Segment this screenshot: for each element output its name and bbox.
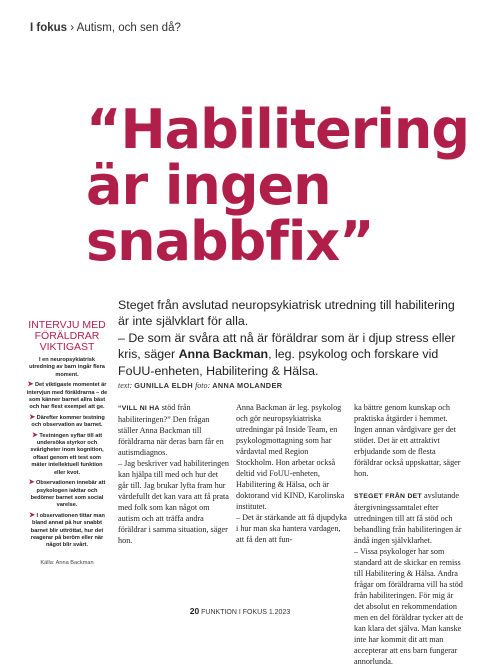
arrow-icon: ➤ — [27, 381, 34, 389]
arrow-icon: ➤ — [31, 431, 38, 439]
paragraph — [118, 402, 229, 458]
fact-box-source: Källa: Anna Backman — [40, 559, 94, 566]
ingress — [118, 297, 458, 379]
paragraph-text: avslutande återgivningssamtalet efter utredningen till att få stöd och behandling från habiliteringen är ändå ingen självklarhet. — [354, 491, 462, 545]
byline — [118, 381, 282, 390]
fact-box-heading: VIKTIGAST — [39, 341, 95, 353]
page-footer — [0, 606, 480, 616]
arrow-icon: ➤ — [29, 511, 35, 519]
fact-box-item-text: Testningen syftar till att undersöka styrkor och svårigheter inom kognition, oftast genom ett test som mäter intellektuell funktion eller kvot. — [30, 432, 104, 476]
fact-box-item-text: Därefter kommer testning och observation av barnet. — [31, 414, 105, 429]
body-column-3 — [354, 402, 465, 667]
arrow-icon: ➤ — [28, 479, 35, 487]
fact-box-item — [26, 479, 108, 510]
paragraph: – Jag beskriver vad habiliteringen kan hjälpa till med och hur det går till. Jag brukar lyfta fram hur värdefullt det kan vara att få prata med folk som kan något om autism och att träffa andra föräldrar i samma situation, säger hon. — [118, 459, 229, 545]
paragraph-text: stöd från habiliteringen?” Den frågan ställer Anna Backman till föräldrarna när deras barn får en autismdiagnos. — [118, 403, 224, 457]
ingress-text: Steget från avslutad neuropsykiatrisk utredning till habilitering är inte självklart för alla. — [118, 298, 455, 329]
body-column-2 — [236, 402, 347, 545]
fact-box-intro: I en neuropsykiatrisk utredning av barn ingår flera moment. — [29, 357, 105, 378]
headline-line: snabbfix” — [86, 210, 374, 273]
arrow-icon: ➤ — [29, 413, 36, 421]
section-label: I fokus — [30, 22, 68, 34]
headline-line: “Habilitering — [86, 98, 469, 161]
photographer-name: ANNA MOLANDER — [212, 381, 283, 390]
paragraph: ka bättre genom kunskap och praktiska åtgärder i hemmet. Ingen annan vårdgivare ger det stödet. Det är ett attraktivt erbjudande som de flesta föräldrar också uppskattar, säger hon. — [354, 403, 461, 478]
fact-box — [26, 320, 108, 567]
text-label: text: — [118, 381, 133, 390]
fact-box-item — [26, 414, 108, 430]
fact-box-item — [26, 512, 108, 550]
interviewee-name: Anna Backman — [178, 347, 269, 362]
paragraph — [354, 490, 465, 546]
paragraph: – Vissa psykologer har som standard att de skickar en remiss till Habilitering & Hälsa. Andra frågar om föräldrarna vill ha stöd från habiliteringen. För mig är det absolut en rekommendation men en del föräldrar tycker att de kan klara det själva. Man kanske inte har kommit dit att man accepterar att ens barn fungerar annorlunda. — [354, 547, 464, 666]
fact-box-item-text: Det viktigaste momentet är intervjun med föräldrarna – de som känner barnet allra bäst och har flest exempel att ge. — [26, 382, 108, 411]
fact-box-item-text: I observationen tittar man bland annat på hur snabbt barnet blir uttröttat, hur det reagerar på beröm eller när något blir svårt. — [30, 512, 105, 549]
author-name: GUNILLA ELDH — [134, 381, 194, 390]
breadcrumb — [30, 22, 181, 34]
headline-line: är ingen — [86, 154, 331, 217]
breadcrumb-separator: › — [70, 22, 75, 34]
paragraph: Anna Backman är leg. psykolog och gör neuropsykiatriska utredningar på Inside Team, en psykologmottagning som har vårdavtal med Region Stockholm. Hon arbetar också deltid vid FoUU-enheten, Habilitering & Hälsa, och är doktorand vid KIND, Karolinska institutet. — [236, 403, 345, 511]
section-title: Autism, och sen då? — [76, 22, 181, 34]
body-column-1 — [118, 402, 229, 546]
paragraph: – Det är stärkande att få djupdyka i hur man ska hantera vardagen, att få den att fun- — [236, 513, 347, 544]
ingress-text: – De som är svåra att nå är föräldrar som är i djup stress eller kris, säger — [118, 330, 456, 362]
fact-box-heading: FÖRÄLDRAR — [34, 330, 100, 342]
photo-label: foto: — [195, 381, 211, 390]
publication-name: FUNKTION I FOKUS 1.2023 — [201, 609, 291, 616]
headline — [86, 98, 469, 273]
lead-in: STEGET FRÅN DET — [354, 493, 422, 500]
page-number: 20 — [189, 606, 200, 616]
fact-box-item-text: Observationen innebär att psykologen iakttar och bedömer barnet som social varelse. — [30, 480, 106, 509]
fact-box-item — [26, 381, 108, 412]
fact-box-heading: INTERVJU MED — [28, 319, 106, 331]
fact-box-item — [26, 432, 108, 477]
lead-in: “VILL NI HA — [118, 405, 160, 412]
ingress-text: , leg. psykolog och forskare vid FoUU-enheten, Habilitering & Hälsa. — [118, 347, 439, 378]
